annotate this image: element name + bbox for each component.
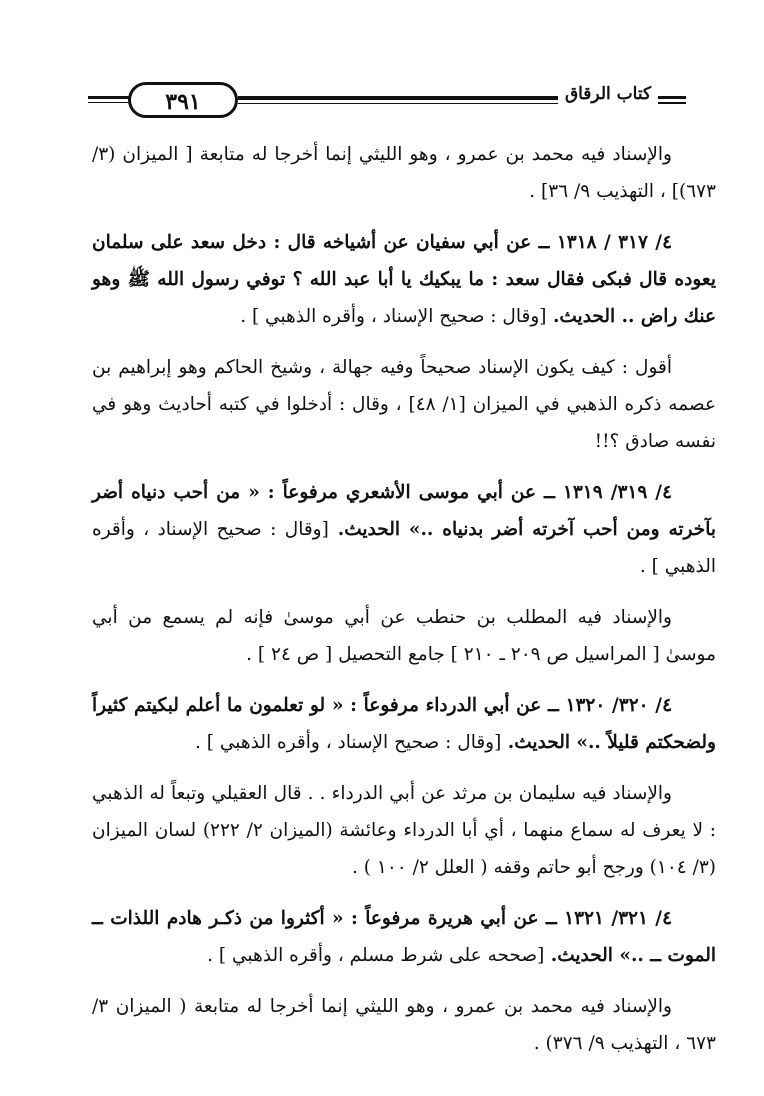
hadith-entry-1318 (92, 224, 716, 335)
note-paragraph-3 (92, 599, 716, 673)
header-rule-left (88, 96, 132, 103)
entry-comment: [وقال : صحيح الإسناد ، وأقره الذهبي ] . (92, 519, 716, 577)
note-text: والإسناد فيه المطلب بن حنطب عن أبي موسىٰ فإنه لم يسمع من أبي موسىٰ [ المراسيل ص ٢٠٩ ـ ٢١٠ ] جامع التحصيل [ ص ٢٤ ] . (92, 607, 716, 665)
entry-text: ٤/ ٣٢١/ ١٣٢١ ــ عن أبي هريرة مرفوعاً : « أكثروا من ذكـر هادم اللذات ــ الموت ــ ..» الحديث. (92, 908, 716, 966)
entry-text: ٤/ ٣١٧ / ١٣١٨ ــ عن أبي سفيان عن أشياخه قال : دخل سعد على سلمان يعوده قال فبكى فقال سعد : ما يبكيك يا أبا عبد الله ؟ توفي رسول الله ﷺ وهو عنك راض .. الحديث. (92, 232, 716, 327)
note-paragraph-5 (92, 988, 716, 1062)
note-paragraph-4 (92, 775, 716, 886)
entry-comment: [وقال : صحيح الإسناد ، وأقره الذهبي ] . (195, 732, 502, 753)
book-title: كتاب الرقاق (564, 84, 652, 104)
note-text: والإسناد فيه محمد بن عمرو ، وهو الليثي إنما أخرجا له متابعة [ الميزان (٣/ ٦٧٣)] ، التهذيب ٩/ ٣٦] . (92, 144, 716, 202)
note-text: والإسناد فيه محمد بن عمرو ، وهو الليثي إنما أخرجا له متابعة ( الميزان ٣/ ٦٧٣ ، التهذيب ٩/ ٣٧٦) . (92, 996, 716, 1054)
header-rule-main (238, 96, 558, 104)
entry-text: ٤/ ٣٢٠/ ١٣٢٠ ــ عن أبي الدرداء مرفوعاً : « لو تعلمون ما أعلم لبكيتم كثيراً ولضحكتم قليلاً ..» الحديث. (92, 695, 716, 753)
note-paragraph-2 (92, 349, 716, 460)
hadith-entry-1319 (92, 474, 716, 585)
entry-comment: [وقال : صحيح الإسناد ، وأقره الذهبي ] . (240, 306, 547, 327)
hadith-entry-1320 (92, 687, 716, 761)
note-paragraph-1 (92, 136, 716, 210)
note-text: أقول : كيف يكون الإسناد صحيحاً وفيه جهالة ، وشيخ الحاكم وهو إبراهيم بن عصمه ذكره الذهبي في الميزان [١/ ٤٨] ، وقال : أدخلوا في كتبه أحاديث وهو في نفسه صادق ؟!! (92, 357, 716, 452)
hadith-entry-1321 (92, 900, 716, 974)
entry-text: ٤/ ٣١٩/ ١٣١٩ ــ عن أبي موسى الأشعري مرفوعاً : « من أحب دنياه أضر بآخرته ومن أحب آخرته أضر بدنياه ..» الحديث. (92, 482, 716, 540)
page-content (92, 136, 716, 1076)
running-header (88, 78, 688, 122)
header-rule-right (658, 96, 686, 104)
entry-comment: [صححه على شرط مسلم ، وأقره الذهبي ] . (207, 945, 545, 966)
page-number: ٣٩١ (128, 82, 238, 118)
note-text: والإسناد فيه سليمان بن مرثد عن أبي الدرداء . . قال العقيلي وتبعاً له الذهبي : لا يعرف له سماع منهما ، أي أبا الدرداء وعائشة (الميزان ٢/ ٢٢٢) لسان الميزان (٣/ ١٠٤) ورجح أبو حاتم وقفه ( العلل ٢/ ١٠٠ ) . (92, 783, 716, 878)
